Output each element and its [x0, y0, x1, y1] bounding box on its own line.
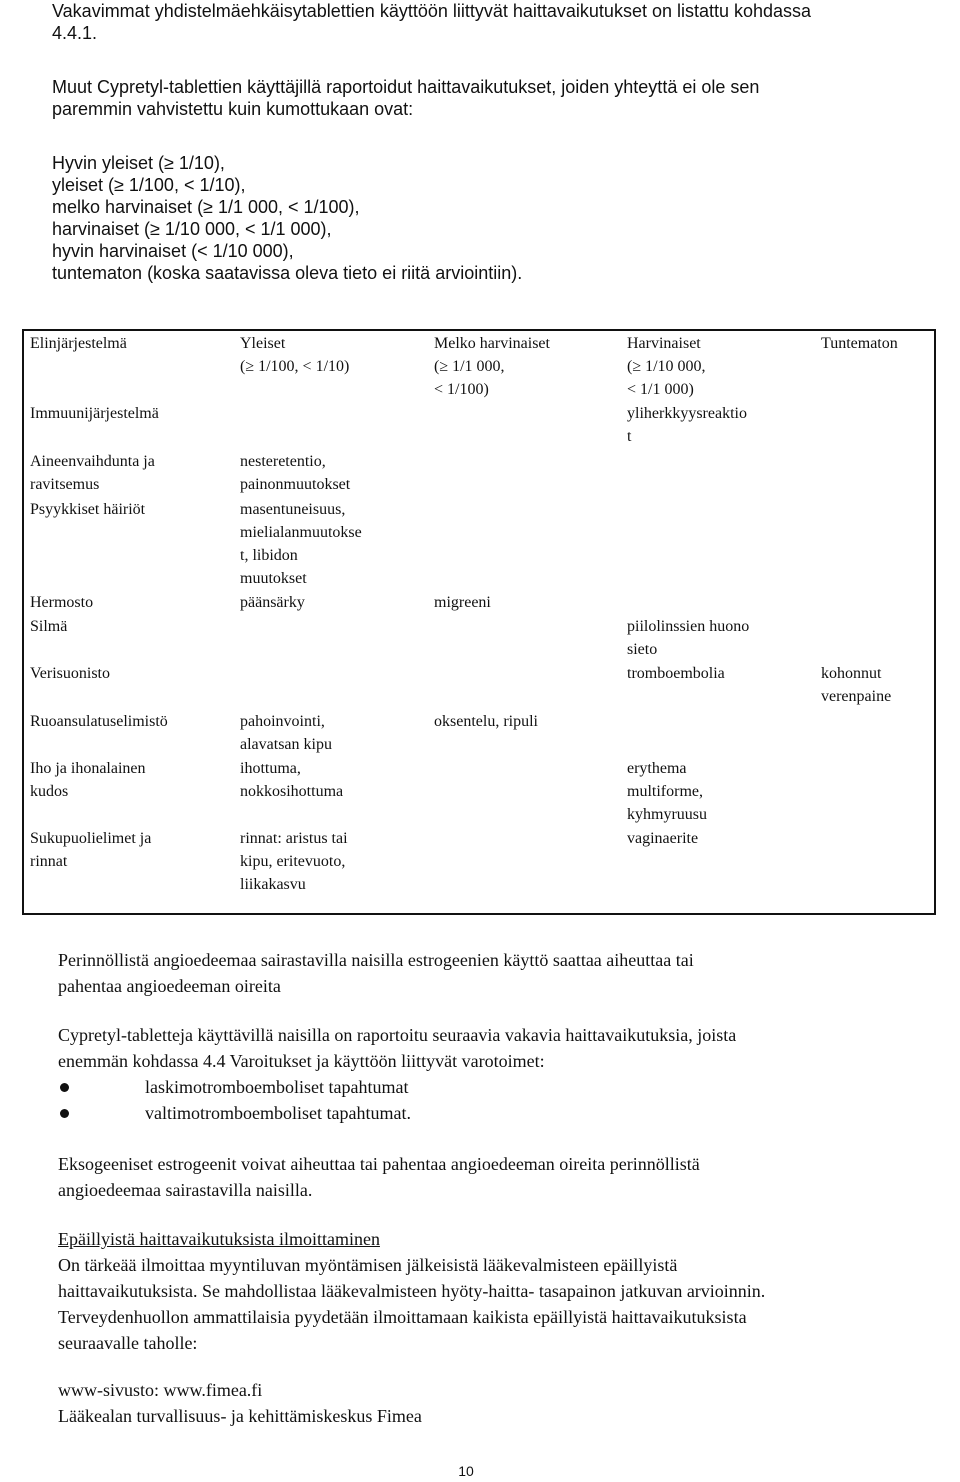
top-text-line-1: Vakavimmat yhdistelmäehkäisytablettien käyttöön liittyvät haittavaikutukset on listattu kohdassa — [52, 1, 812, 21]
table-row: Silmä piilolinssien huono sieto — [23, 614, 935, 661]
list-item: laskimotromboemboliset tapahtumat — [58, 1074, 918, 1100]
header-organ-system: Elinjärjestelmä — [30, 335, 127, 352]
table-row: Psyykkiset häiriöt masentuneisuus, mielialanmuutokse t, libidon muutokset — [23, 497, 935, 590]
intro-line-1: Muut Cypretyl-tablettien käyttäjillä raportoidut haittavaikutukset, joiden yhteyttä ei ole sen — [52, 77, 760, 97]
row-organ: Immuunijärjestelmä — [30, 405, 159, 422]
row-common-cell: päänsärky — [240, 594, 305, 611]
row-rare-cell: yliherkkyysreaktio — [627, 405, 747, 422]
section-heading: Epäillyistä haittavaikutuksista ilmoittaminen — [58, 1229, 380, 1249]
page-number: 10 — [458, 1463, 474, 1479]
table-row: Ruoansulatuselimistö pahoinvointi, alavatsan kipu oksentelu, ripuli — [23, 709, 935, 756]
row-organ: Sukupuolielimet ja — [30, 830, 152, 847]
row-organ: Aineenvaihdunta ja — [30, 453, 155, 470]
row-rare-cell: piilolinssien huono — [627, 618, 750, 635]
table-row — [23, 590, 935, 614]
table-row: Immuunijärjestelmä yliherkkyysreaktio t — [23, 401, 935, 449]
header-unknown: Tuntematon — [821, 335, 898, 352]
adverse-effects-table — [22, 329, 936, 915]
row-common-cell: nesteretentio, — [240, 453, 326, 470]
row-common-cell: rinnat: aristus tai — [240, 830, 348, 847]
intro-line-2: paremmin vahvistettu kuin kumottukaan ovat: — [52, 99, 414, 119]
header-uncommon: Melko harvinaiset (≥ 1/1 000, < 1/100) — [434, 335, 550, 398]
bullet-icon — [60, 1109, 69, 1118]
table-row: Aineenvaihdunta ja ravitsemus nesteretentio, painonmuutokset — [23, 449, 935, 497]
row-organ: Iho ja ihonalainen — [30, 760, 146, 777]
bullet-icon — [60, 1083, 69, 1092]
row-uncommon-cell: oksentelu, ripuli — [434, 713, 538, 730]
intro-paragraph — [52, 76, 759, 120]
row-common-cell: ihottuma, — [240, 760, 301, 777]
row-uncommon-cell: migreeni — [434, 594, 491, 611]
serious-effects-paragraph: Cypretyl-tabletteja käyttävillä naisilla on raportoitu seuraavia vakavia haittavaikutuksia, joista enemmän kohdassa 4.4 Varoitukset ja käyttöön liittyvät varotoimet: laskimotromboemboliset tapahtumat valtimotromboemboliset tapahtumat. — [58, 1022, 918, 1126]
freq-very-rare: hyvin harvinaiset (< 1/10 000), — [52, 241, 294, 261]
row-rare-cell: erythema — [627, 760, 687, 777]
top-text-line-2: 4.4.1. — [52, 23, 98, 43]
list-item: valtimotromboemboliset tapahtumat. — [58, 1100, 918, 1126]
row-rare-cell: tromboembolia — [627, 665, 725, 682]
header-common: Yleiset (≥ 1/100, < 1/10) — [240, 335, 350, 375]
website-line: www-sivusto: www.fimea.fi — [58, 1380, 263, 1400]
reporting-section: Epäillyistä haittavaikutuksista ilmoittaminen On tärkeää ilmoittaa myyntiluvan myöntämisen jälkeisistä lääkevalmisteen epäillyistä haittavaikutuksista. Se mahdollistaa lääkevalmisteen hyöty-haitta- tasapainon jatkuvan arvioinnin. Terveydenhuollon ammattilaisia pyydetään ilmoittamaan kaikista epäillyistä haittavaikutuksista seuraavalle taholle: — [58, 1226, 918, 1356]
freq-very-common: Hyvin yleiset (≥ 1/10), — [52, 153, 225, 173]
table-row: Iho ja ihonalainen kudos ihottuma, nokkosihottuma erythema multiforme, kyhmyruusu — [23, 756, 935, 826]
frequency-definitions — [52, 152, 522, 284]
row-organ: Psyykkiset häiriöt — [30, 501, 146, 518]
freq-rare: harvinaiset (≥ 1/10 000, < 1/1 000), — [52, 219, 332, 239]
header-rare: Harvinaiset (≥ 1/10 000, < 1/1 000) — [627, 335, 706, 398]
freq-unknown: tuntematon (koska saatavissa oleva tieto ei riitä arviointiin). — [52, 263, 523, 283]
row-organ: Silmä — [30, 618, 68, 635]
freq-uncommon: melko harvinaiset (≥ 1/1 000, < 1/100), — [52, 197, 360, 217]
table-header-row — [23, 330, 935, 401]
angioedema-paragraph: Perinnöllistä angioedeemaa sairastavilla naisilla estrogeenien käyttö saattaa aiheuttaa tai pahentaa angioedeeman oireita — [58, 950, 694, 996]
agency-name: Lääkealan turvallisuus- ja kehittämiskeskus Fimea — [58, 1406, 422, 1426]
table-row: Verisuonisto tromboembolia kohonnut verenpaine — [23, 661, 935, 709]
row-organ: Verisuonisto — [30, 665, 110, 682]
row-organ: Hermosto — [30, 594, 94, 611]
row-common-cell: pahoinvointi, — [240, 713, 325, 730]
row-unknown-cell: kohonnut — [821, 665, 882, 682]
table-row: Sukupuolielimet ja rinnat rinnat: aristus tai kipu, eritevuoto, liikakasvu vaginaerite — [23, 826, 935, 914]
row-common-cell: masentuneisuus, — [240, 501, 346, 518]
contact-info — [58, 1377, 918, 1429]
exogenous-estrogen-paragraph: Eksogeeniset estrogeenit voivat aiheuttaa tai pahentaa angioedeeman oireita perinnöllistä angioedeemaa sairastavilla naisilla. — [58, 1154, 700, 1200]
row-rare-cell: vaginaerite — [627, 830, 699, 847]
row-organ: Ruoansulatuselimistö — [30, 713, 168, 730]
freq-common: yleiset (≥ 1/100, < 1/10), — [52, 175, 246, 195]
